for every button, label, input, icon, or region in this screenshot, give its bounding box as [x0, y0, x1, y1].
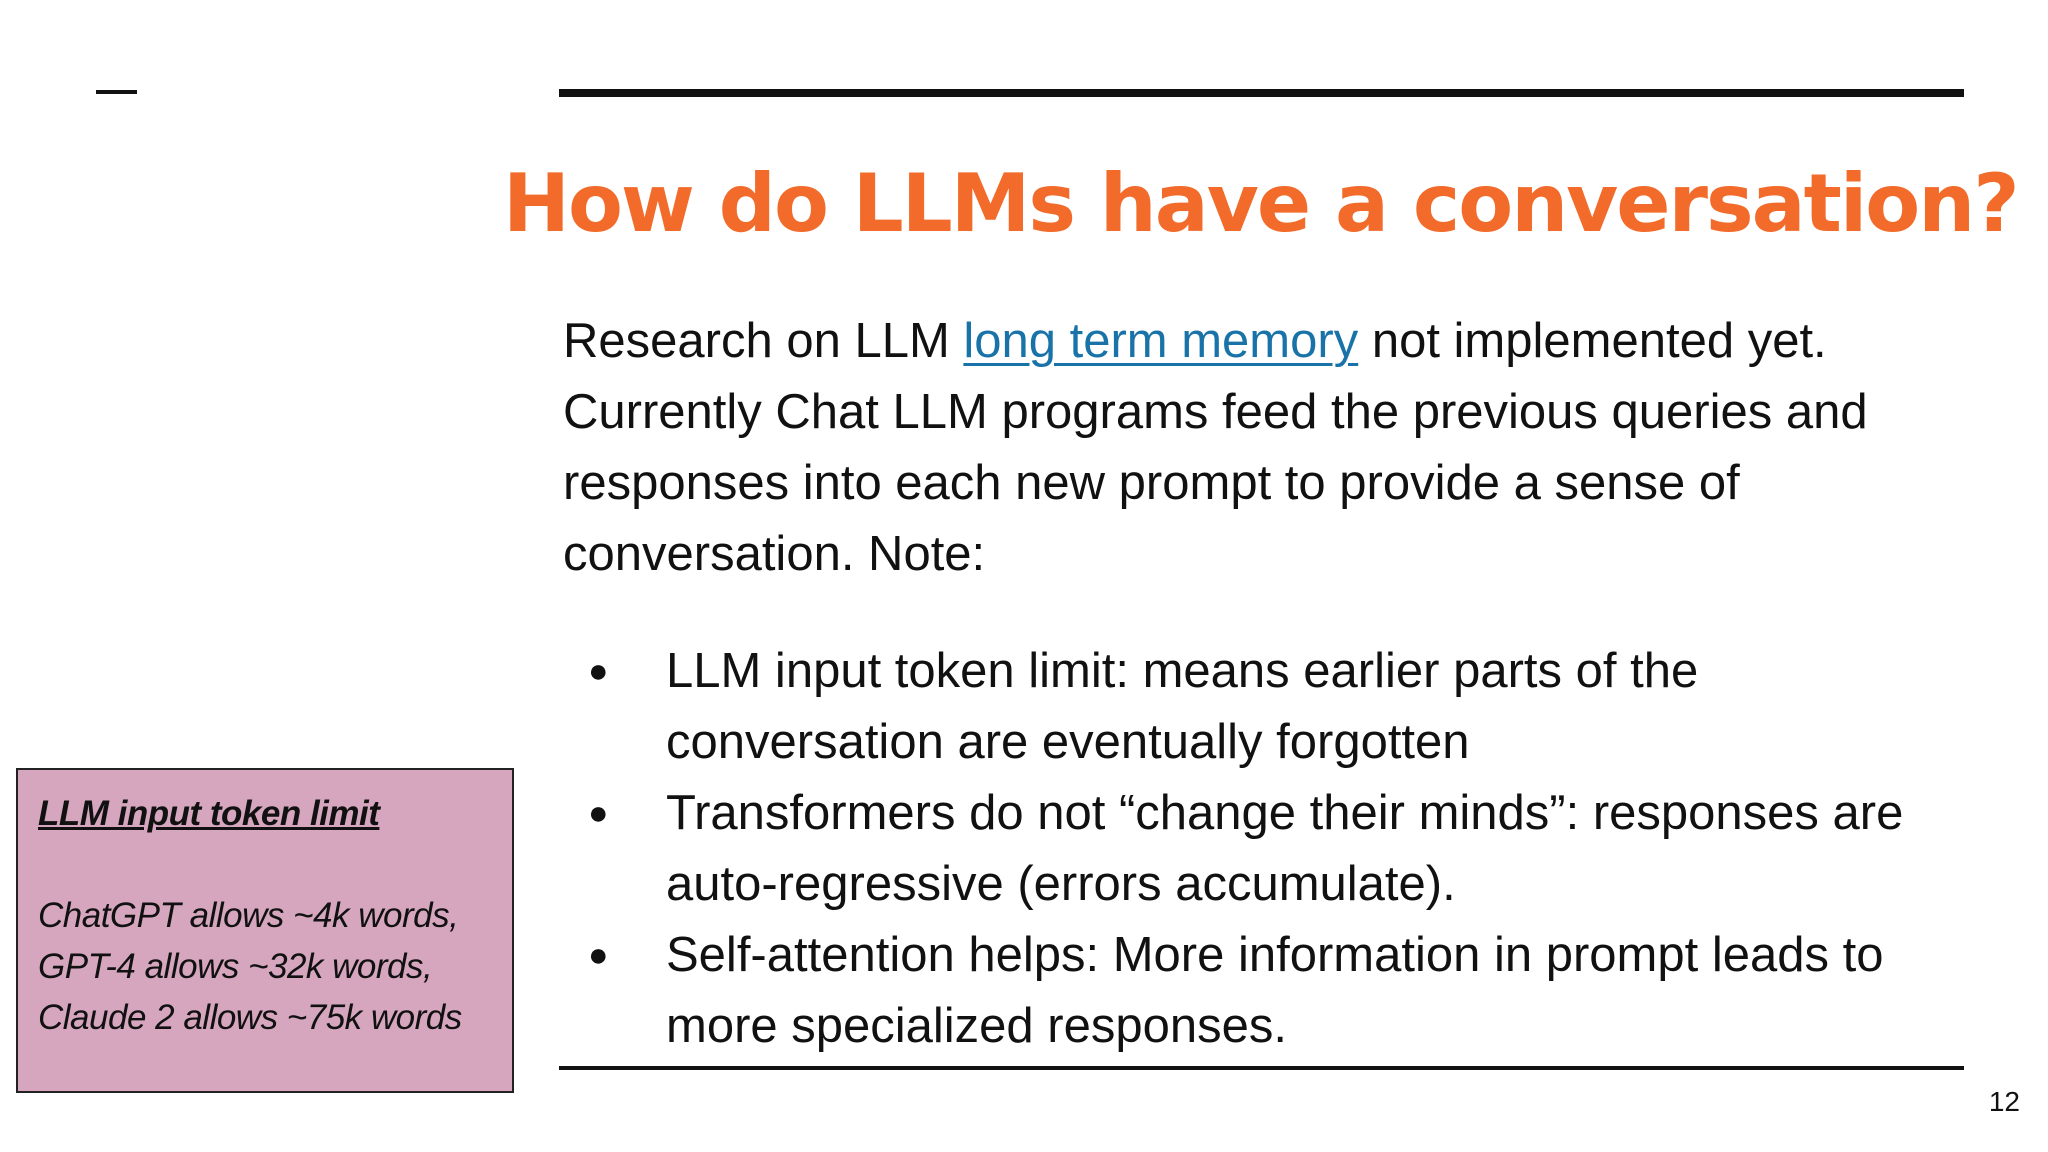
top-divider-line: [559, 89, 1964, 97]
intro-paragraph: [563, 306, 1983, 590]
bottom-divider-line: [559, 1066, 1964, 1070]
bullet-item-token-limit: [563, 636, 1983, 778]
bullet-item-self-attention: [563, 920, 1983, 1062]
bullet-dot-icon: ●: [588, 652, 609, 690]
bullet-dot-icon: ●: [588, 936, 609, 974]
page-number: 12: [1988, 1086, 2020, 1117]
bullet-list: [563, 636, 1983, 1062]
note-line-gpt4: GPT-4 allows ~32k words,: [38, 947, 433, 986]
bullet-text: LLM input token limit: means earlier parts of the conversation are eventually forgotten: [666, 644, 1699, 769]
intro-suffix: not implemented yet. Currently Chat LLM programs feed the previous queries and responses into each new prompt to provide a sense of conversation. Note:: [563, 314, 1868, 581]
long-term-memory-link[interactable]: long term memory: [963, 314, 1359, 368]
token-limit-note-box: [16, 768, 514, 1093]
note-line-claude2: Claude 2 allows ~75k words: [38, 998, 462, 1037]
note-line-chatgpt: ChatGPT allows ~4k words,: [38, 896, 459, 935]
bullet-dot-icon: ●: [588, 794, 609, 832]
bullet-item-transformers: [563, 778, 1983, 920]
bullet-text: Transformers do not “change their minds”: responses are auto-regressive (errors accumulate).: [666, 786, 1904, 911]
note-title: LLM input token limit: [38, 794, 380, 833]
top-left-dash: [96, 90, 137, 94]
slide-title: How do LLMs have a conversation?: [503, 157, 2018, 250]
bullet-text: Self-attention helps: More information in prompt leads to more specialized responses.: [666, 928, 1884, 1053]
intro-prefix: Research on LLM: [563, 314, 964, 368]
